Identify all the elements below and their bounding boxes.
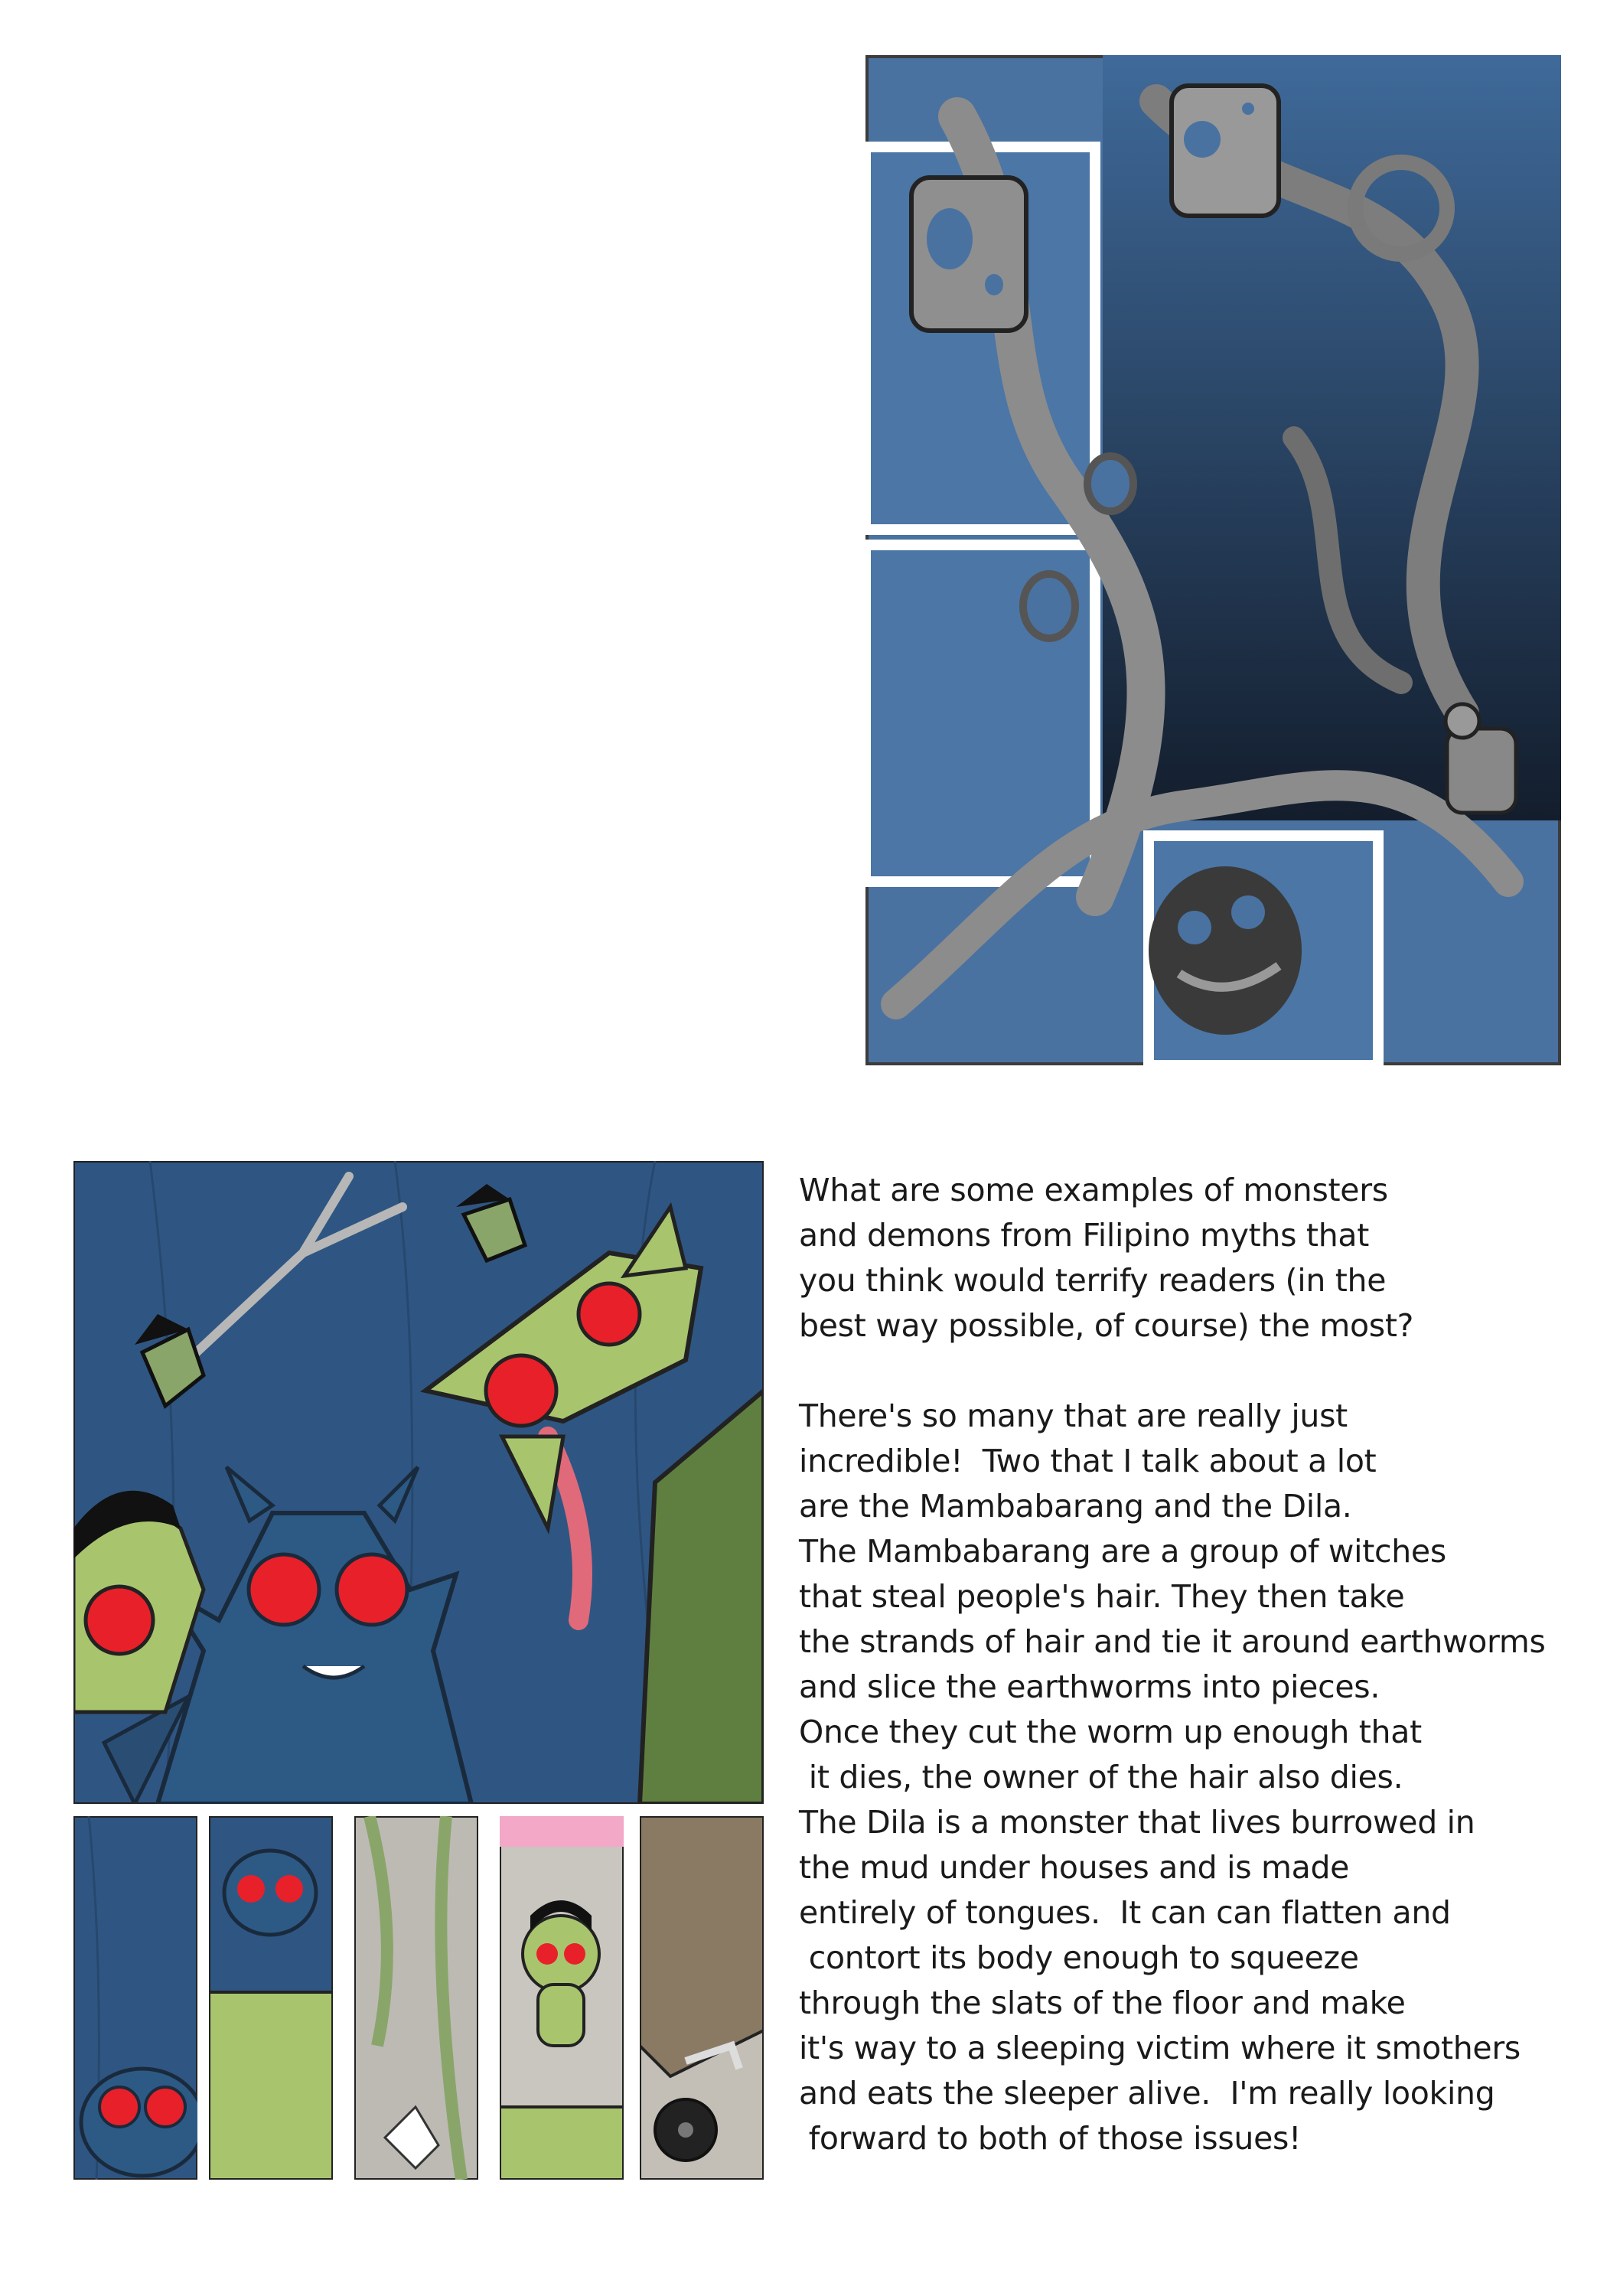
bottom-article-text-line: the strands of hair and tie it around earthworms [799, 1623, 1546, 1660]
comic-strip-panel-2 [209, 1816, 333, 2180]
comic-strip-panel-3 [354, 1816, 478, 2180]
ghost-comic-panel [865, 55, 1561, 1065]
bottom-article-text-line: The Dila is a monster that lives burrowed in [799, 1804, 1475, 1841]
bottom-article-text-line: incredible! Two that I talk about a lot [799, 1443, 1377, 1479]
bottom-article-text-line: contort its body enough to squeeze [799, 1939, 1359, 1976]
comic-strip-panel-1 [73, 1816, 197, 2180]
ghost-illustration [865, 55, 1561, 1065]
strip-4-illustration [500, 1816, 624, 2180]
bottom-article-text-line: The Mambabarang are a group of witches [799, 1533, 1446, 1570]
bottom-article-paragraph [799, 1168, 1572, 1349]
bottom-article-text-line: it dies, the owner of the hair also dies. [799, 1759, 1403, 1795]
bottom-article-text-line: forward to both of those issues! [799, 2120, 1302, 2157]
comic-strip-panel-5 [640, 1816, 764, 2180]
bottom-article-text-line: through the slats of the floor and make [799, 1985, 1406, 2021]
bottom-article-text-line: the mud under houses and is made [799, 1849, 1350, 1886]
ghost-mask-left [911, 178, 1026, 331]
bottom-article-text-line: What are some examples of monsters [799, 1172, 1388, 1208]
bottom-article-text-line: it's way to a sleeping victim where it smothers [799, 2030, 1521, 2066]
strip-1-illustration [73, 1816, 197, 2180]
bottom-article-text-line: and slice the earthworms into pieces. [799, 1668, 1380, 1705]
strip-2-illustration [209, 1816, 333, 2180]
bottom-article-text-line: and eats the sleeper alive. I'm really looking [799, 2075, 1495, 2112]
ghost-face-bottom [1149, 866, 1302, 1035]
bottom-article-text-line: best way possible, of course) the most? [799, 1307, 1414, 1344]
monsters-comic-panel [73, 1161, 764, 1804]
bottom-article-text-line: you think would terrify readers (in the [799, 1262, 1387, 1299]
bottom-article-paragraph [799, 1394, 1572, 2161]
top-article-text [46, 44, 842, 90]
bottom-article-text-line: and demons from Filipino myths that [799, 1217, 1369, 1254]
bottom-article-text-line: entirely of tongues. It can can flatten and [799, 1894, 1451, 1931]
ghost-mask-top [1172, 86, 1279, 216]
bottom-article-text-line: are the Mambabarang and the Dila. [799, 1488, 1352, 1525]
bottom-article-text-line: There's so many that are really just [799, 1397, 1348, 1434]
comic-strip-panel-4 [500, 1816, 624, 2180]
strip-5-illustration [640, 1816, 764, 2180]
strip-3-illustration [354, 1816, 478, 2180]
bottom-article-text-line: Once they cut the worm up enough that [799, 1714, 1422, 1750]
monsters-illustration [73, 1161, 764, 1804]
bottom-article-text [799, 1168, 1572, 2206]
bottom-article-text-line: that steal people's hair. They then take [799, 1578, 1405, 1615]
